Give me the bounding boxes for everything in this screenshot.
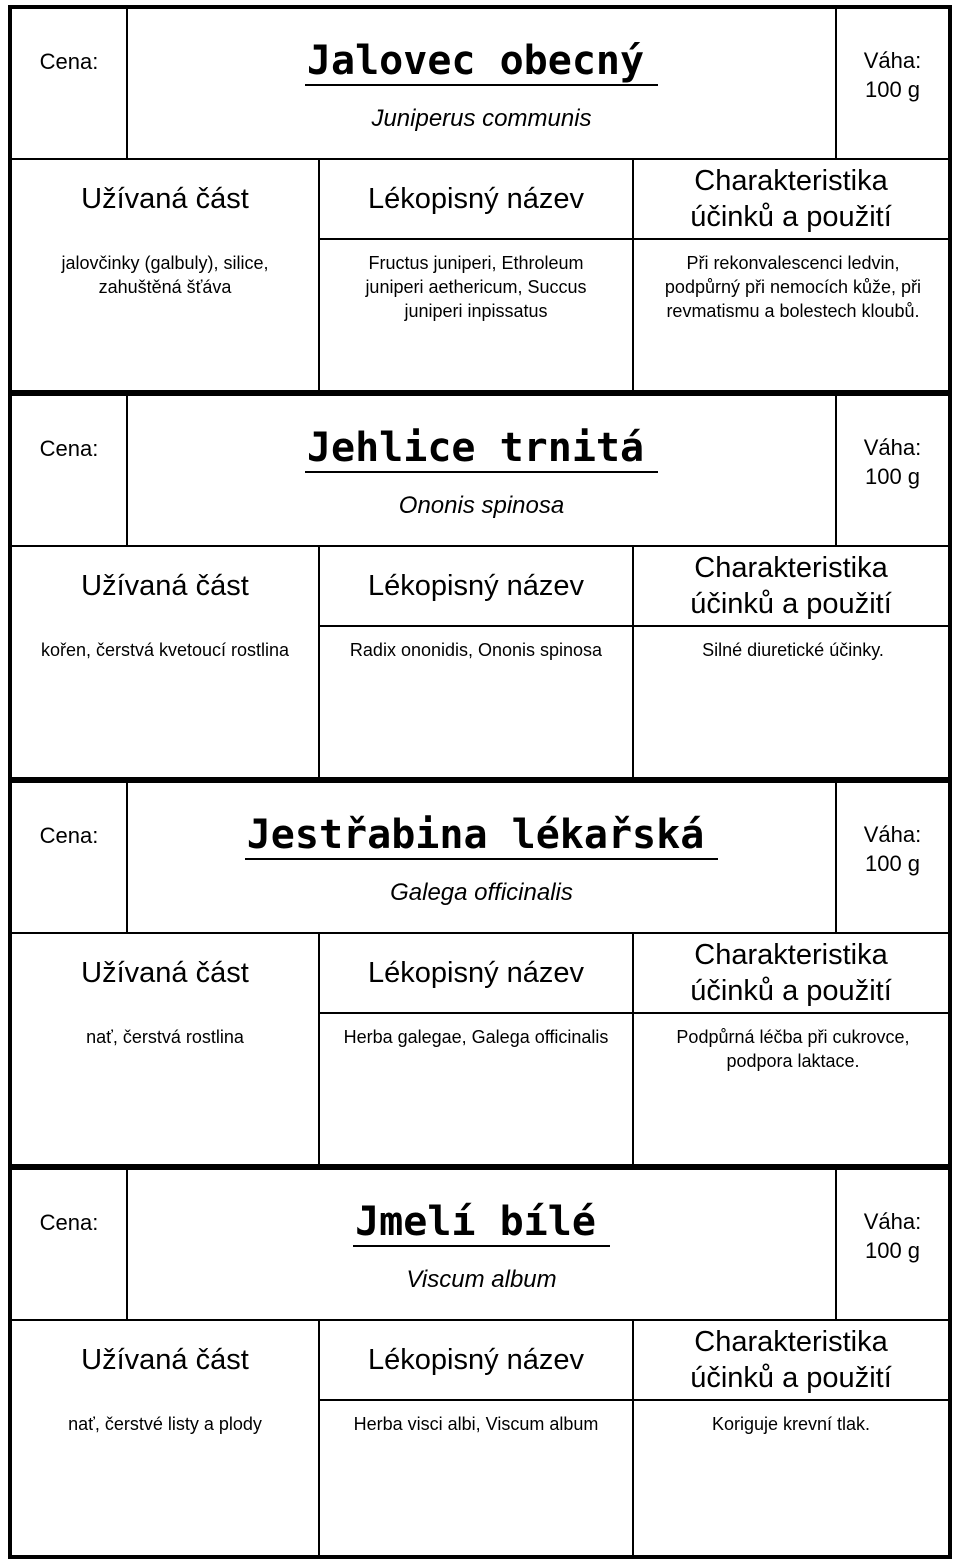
used-part-header: Užívaná část bbox=[81, 957, 249, 989]
used-part-header: Užívaná část bbox=[81, 1344, 249, 1376]
divider bbox=[12, 1319, 948, 1321]
herb-name-text: Jalovec obecný bbox=[305, 38, 658, 86]
weight-value: 100 g bbox=[864, 851, 921, 876]
card-header bbox=[12, 9, 948, 158]
effects-header bbox=[634, 163, 948, 235]
divider bbox=[318, 1399, 948, 1401]
divider bbox=[318, 625, 948, 627]
pharma-name-value: Fructus juniperi, Ethroleum juniperi aethericum, Succus juniperi inpissatus bbox=[365, 253, 587, 321]
effects-header-line1: Charakteristika bbox=[694, 552, 888, 584]
weight-value: 100 g bbox=[864, 1238, 921, 1263]
effects-header-line1: Charakteristika bbox=[694, 939, 888, 971]
divider bbox=[12, 932, 948, 934]
effects-header-line2: účinků a použití bbox=[690, 975, 892, 1007]
pharma-name-header: Lékopisný název bbox=[367, 570, 585, 602]
price-label: Cena: bbox=[39, 49, 99, 74]
pharma-name-value: Herba visci albi, Viscum album bbox=[353, 1414, 599, 1434]
effects-header bbox=[634, 937, 948, 1009]
weight-label: Váha: bbox=[863, 1209, 922, 1234]
herb-name bbox=[128, 1198, 835, 1246]
effects-header-line2: účinků a použití bbox=[690, 1362, 892, 1394]
pharma-name-header: Lékopisný název bbox=[367, 183, 585, 215]
used-part-value: jalovčinky (galbuly), silice, zahuštěná šťáva bbox=[61, 253, 269, 297]
weight-value: 100 g bbox=[864, 77, 921, 102]
pharma-name-header: Lékopisný název bbox=[367, 1344, 585, 1376]
effects-value: Koriguje krevní tlak. bbox=[711, 1414, 871, 1434]
latin-name: Viscum album bbox=[406, 1266, 557, 1293]
divider bbox=[318, 238, 948, 240]
price-label: Cena: bbox=[39, 823, 99, 848]
card-header bbox=[12, 396, 948, 545]
herb-card-4 bbox=[8, 1166, 952, 1559]
effects-value: Podpůrná léčba při cukrovce, podpora laktace. bbox=[676, 1027, 910, 1071]
pharma-name-value: Radix ononidis, Ononis spinosa bbox=[349, 640, 603, 660]
weight-label: Váha: bbox=[863, 435, 922, 460]
weight-value: 100 g bbox=[864, 464, 921, 489]
divider bbox=[12, 158, 948, 160]
herb-name bbox=[128, 811, 835, 859]
divider bbox=[318, 1012, 948, 1014]
herb-name bbox=[128, 424, 835, 472]
pharma-name-header: Lékopisný název bbox=[367, 957, 585, 989]
latin-name: Galega officinalis bbox=[390, 879, 573, 906]
latin-name: Ononis spinosa bbox=[398, 492, 565, 519]
used-part-header: Užívaná část bbox=[81, 570, 249, 602]
price-label: Cena: bbox=[39, 436, 99, 461]
weight-label: Váha: bbox=[863, 48, 922, 73]
effects-header-line2: účinků a použití bbox=[690, 201, 892, 233]
effects-value: Při rekonvalescenci ledvin, podpůrný při nemocích kůže, při revmatismu a bolestech kloubů. bbox=[664, 253, 922, 321]
herb-name-text: Jehlice trnitá bbox=[305, 425, 658, 473]
used-part-value: nať, čerstvé listy a plody bbox=[68, 1414, 262, 1434]
herb-card-1 bbox=[8, 5, 952, 394]
pharma-name-value: Herba galegae, Galega officinalis bbox=[343, 1027, 609, 1047]
divider bbox=[12, 545, 948, 547]
used-part-value: nať, čerstvá rostlina bbox=[86, 1027, 244, 1047]
effects-header bbox=[634, 550, 948, 622]
herb-name-text: Jestřabina lékařská bbox=[245, 812, 719, 860]
effects-header-line2: účinků a použití bbox=[690, 588, 892, 620]
herb-name-text: Jmelí bílé bbox=[353, 1199, 610, 1247]
weight-label: Váha: bbox=[863, 822, 922, 847]
herb-card-3 bbox=[8, 779, 952, 1168]
latin-name: Juniperus communis bbox=[371, 105, 592, 132]
card-header bbox=[12, 1170, 948, 1319]
card-header bbox=[12, 783, 948, 932]
price-label: Cena: bbox=[39, 1210, 99, 1235]
herb-card-2 bbox=[8, 392, 952, 781]
used-part-value: kořen, čerstvá kvetoucí rostlina bbox=[40, 640, 290, 660]
herb-name bbox=[128, 37, 835, 85]
effects-header-line1: Charakteristika bbox=[694, 1326, 888, 1358]
effects-header-line1: Charakteristika bbox=[694, 165, 888, 197]
effects-value: Silné diuretické účinky. bbox=[702, 640, 884, 660]
effects-header bbox=[634, 1324, 948, 1396]
used-part-header: Užívaná část bbox=[81, 183, 249, 215]
